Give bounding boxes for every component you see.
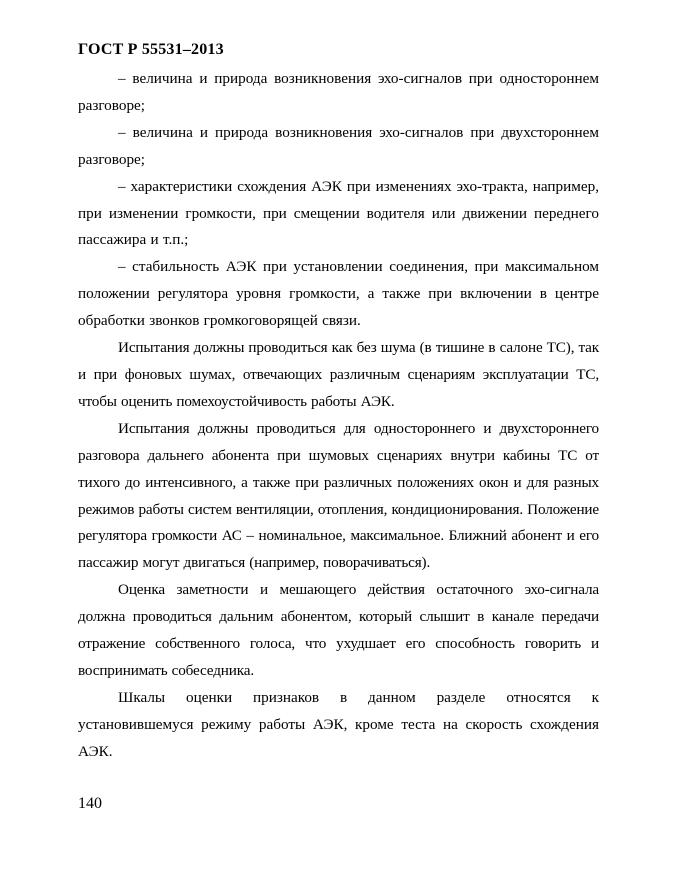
paragraph-noise-tests: Испытания должны проводиться как без шума (в тишине в салоне ТС), так и при фоновых шумах, отвечающих различным сценариям эксплуатации ТС, чтобы оценить помехоустойчивость работы АЭК. bbox=[78, 339, 599, 410]
paragraph-echo-assessment: Оценка заметности и мешающего действия остаточного эхо-сигнала должна проводиться дальним абонентом, который слышит в канале передачи отражение собственного голоса, что ухудшает его способность говорить и воспринимать собеседника. bbox=[78, 581, 599, 679]
body-text bbox=[78, 66, 599, 766]
paragraph-rating-scales: Шкалы оценки признаков в данном разделе относятся к установившемуся режиму работы АЭК, кроме теста на скорость схождения АЭК. bbox=[78, 688, 599, 760]
list-item-echo-two-way: – величина и природа возникновения эхо-сигналов при двухстороннем разговоре; bbox=[78, 123, 599, 168]
list-item-convergence: – характеристики схождения АЭК при изменениях эхо-тракта, например, при изменении громкости, при смещении водителя или движении переднего пассажира и т.п.; bbox=[78, 177, 599, 249]
list-item-echo-one-way: – величина и природа возникновения эхо-сигналов при одностороннем разговоре; bbox=[78, 70, 599, 114]
page-number: 140 bbox=[78, 795, 102, 812]
list-item-stability: – стабильность АЭК при установлении соединения, при максимальном положении регулятора уровня громкости, а также при включении в центре обработки звонков громкоговорящей связи. bbox=[78, 258, 599, 330]
paragraph-test-scenarios: Испытания должны проводиться для одностороннего и двухстороннего разговора дальнего абонента при шумовых сценариях внутри кабины ТС от тихого до интенсивного, а также при различных положениях окон и для разных режимов работы систем вентиляции, отопления, кондиционирования. Положение регулятора громкости АС – номинальное, максимальное. Ближний абонент и его пассажир могут двигаться (например, поворачиваться). bbox=[78, 419, 599, 572]
document-header: ГОСТ Р 55531–2013 bbox=[78, 41, 224, 58]
